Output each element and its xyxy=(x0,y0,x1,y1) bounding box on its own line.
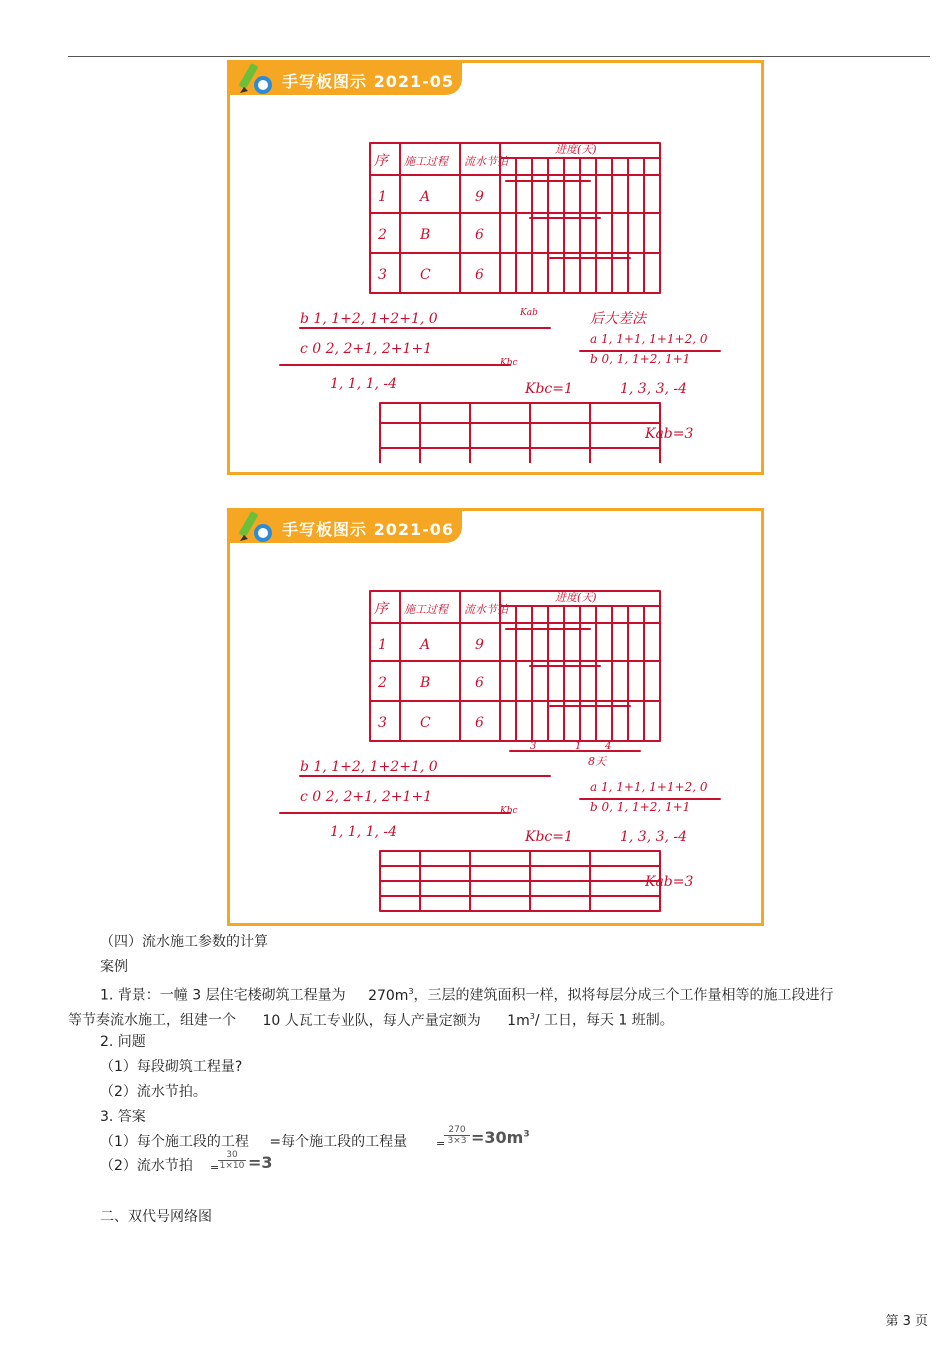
hdr-1: 施工过程 xyxy=(404,603,448,616)
kbc: Kbc=1 xyxy=(525,829,573,845)
pencil-icon xyxy=(236,59,276,99)
row3-no: 3 xyxy=(378,267,387,283)
bg-qty-sup: 3 xyxy=(408,987,414,996)
answer-2-den: 1×10 xyxy=(219,1161,245,1171)
handwritten-sketch xyxy=(270,551,740,916)
answer-title: 3. 答案 xyxy=(100,1109,146,1125)
line-d: 1, 1, 1, -4 xyxy=(330,376,398,392)
pencil-icon xyxy=(236,507,276,547)
line-d: 1, 1, 1, -4 xyxy=(330,824,398,840)
bg-line2b: 10 人瓦工专业队，每人产量定额为 xyxy=(262,1012,481,1029)
row2-name: B xyxy=(420,227,431,243)
answer-2-result: =3 xyxy=(248,1153,273,1172)
hdr-2: 流水节拍 xyxy=(464,155,508,168)
case-label: 案例 xyxy=(100,959,128,975)
handwriting-card-2 xyxy=(227,508,764,926)
answer-2-fraction xyxy=(218,1150,246,1171)
answer-1-den: 3×3 xyxy=(447,1136,467,1146)
extra-3: 8天 xyxy=(588,755,606,768)
question-1: （1）每段砌筑工程量? xyxy=(100,1059,243,1075)
kbc-lbl: Kbc xyxy=(500,358,518,368)
extra-2: 4 xyxy=(605,741,612,752)
row1-t: 9 xyxy=(475,189,484,205)
row2-name: B xyxy=(420,675,431,691)
bg-qty: 270m xyxy=(368,987,409,1004)
handwritten-sketch xyxy=(270,103,740,463)
background-line-2 xyxy=(68,1008,674,1030)
row2-t: 6 xyxy=(475,675,484,691)
answer-1-fraction xyxy=(444,1125,470,1146)
bg-line2c: 1m xyxy=(507,1012,530,1029)
question-2: （2）流水节拍。 xyxy=(100,1084,207,1100)
page-number: 第 3 页 xyxy=(885,1314,928,1329)
row3-name: C xyxy=(420,267,431,283)
row3-t: 6 xyxy=(475,715,484,731)
row2-no: 2 xyxy=(378,675,387,691)
bg-line2d: / 工日，每天 1 班制。 xyxy=(534,1012,674,1029)
line-c: c 0 2, 2+1, 2+1+1 xyxy=(300,789,433,805)
kab: Kab=3 xyxy=(645,426,694,442)
question-title: 2. 问题 xyxy=(100,1034,146,1050)
answer-1a: （1）每个施工段的工程 xyxy=(100,1134,249,1150)
answer-1b: =每个施工段的工程量 xyxy=(269,1134,408,1150)
card-tab xyxy=(230,63,462,95)
rt-b: b 0, 1, 1+2, 1+1 xyxy=(590,352,691,366)
hdr-0: 序 xyxy=(374,153,388,169)
answer-1-sup: 3 xyxy=(523,1129,530,1140)
row3-name: C xyxy=(420,715,431,731)
background-line-1 xyxy=(100,983,834,1005)
answer-1-result xyxy=(471,1128,530,1147)
rt-b: b 0, 1, 1+2, 1+1 xyxy=(590,800,691,814)
answer-2: （2）流水节拍 xyxy=(100,1158,193,1174)
rt-a: a 1, 1+1, 1+1+2, 0 xyxy=(590,780,708,794)
header-rule xyxy=(68,56,930,57)
calc-note: 后大差法 xyxy=(590,311,646,327)
row3-t: 6 xyxy=(475,267,484,283)
bg-line2c-sup: 3 xyxy=(529,1012,535,1021)
bg-rest: ，三层的建筑面积一样，拟将每层分成三个工作量相等的施工段进行 xyxy=(413,987,834,1004)
line-b: b 1, 1+2, 1+2+1, 0 xyxy=(300,311,438,327)
kab-lbl: Kab xyxy=(520,308,538,318)
hdr-0: 序 xyxy=(374,601,388,617)
answer-2-num: 30 xyxy=(218,1150,246,1161)
kbc: Kbc=1 xyxy=(525,381,573,397)
row1-no: 1 xyxy=(378,637,387,653)
answer-1-res: =30m xyxy=(471,1128,524,1147)
section-heading-4: （四）流水施工参数的计算 xyxy=(100,934,268,950)
row2-t: 6 xyxy=(475,227,484,243)
rt-r: 1, 3, 3, -4 xyxy=(620,829,688,845)
line-b: b 1, 1+2, 1+2+1, 0 xyxy=(300,759,438,775)
answer-1-eq: = xyxy=(436,1137,446,1150)
row3-no: 3 xyxy=(378,715,387,731)
hdr-2: 流水节拍 xyxy=(464,603,508,616)
row1-no: 1 xyxy=(378,189,387,205)
row1-name: A xyxy=(420,637,431,653)
hdr-3: 进度(天) xyxy=(555,143,597,156)
extra-1: 1 xyxy=(575,741,582,752)
handwriting-card-1 xyxy=(227,60,764,475)
card-tab xyxy=(230,511,462,543)
answer-1-num: 270 xyxy=(444,1125,470,1136)
bg-line2a: 等节奏流水施工，组建一个 xyxy=(68,1012,236,1029)
card-title: 手写板图示 2021-06 xyxy=(282,520,455,539)
hdr-3: 进度(天) xyxy=(555,591,597,604)
rt-a: a 1, 1+1, 1+1+2, 0 xyxy=(590,332,708,346)
kab: Kab=3 xyxy=(645,874,694,890)
rt-r: 1, 3, 3, -4 xyxy=(620,381,688,397)
card-title: 手写板图示 2021-05 xyxy=(282,72,455,91)
answer-2-eq: = xyxy=(210,1161,220,1174)
section-heading-2: 二、双代号网络图 xyxy=(100,1209,212,1225)
hdr-1: 施工过程 xyxy=(404,155,448,168)
bg-label: 1. 背景：一幢 3 层住宅楼砌筑工程量为 xyxy=(100,987,346,1004)
line-c: c 0 2, 2+1, 2+1+1 xyxy=(300,341,433,357)
row2-no: 2 xyxy=(378,227,387,243)
kbc-lbl: Kbc xyxy=(500,806,518,816)
answer-1 xyxy=(100,1133,407,1151)
row1-t: 9 xyxy=(475,637,484,653)
row1-name: A xyxy=(420,189,431,205)
extra-0: 3 xyxy=(530,741,537,752)
